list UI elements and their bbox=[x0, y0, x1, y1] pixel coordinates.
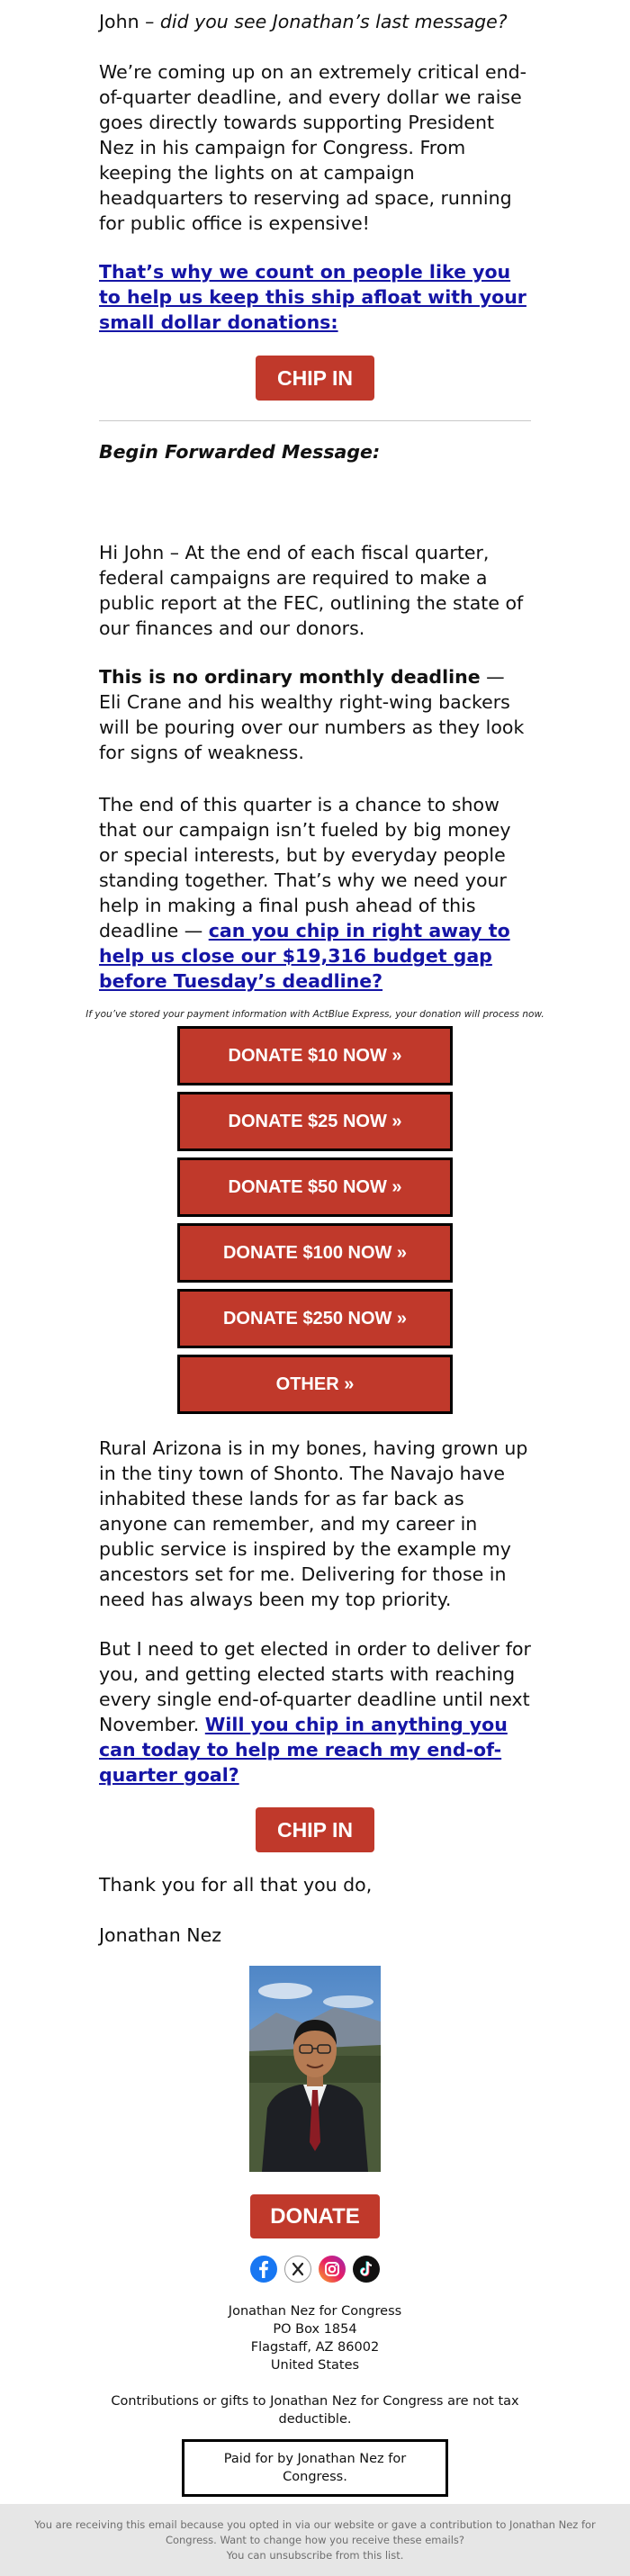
recipient-name: John bbox=[99, 11, 140, 32]
address-box: PO Box 1854 bbox=[273, 2322, 357, 2337]
paragraph-1: We’re coming up on an extremely critical end-of-quarter deadline, and every dollar we raise goes directly towards supporting President Nez in his campaign for Congress. From keeping the lights on at campaign headquarters to reserving ad space, running for public office is expensive! bbox=[99, 61, 527, 234]
address-city: Flagstaff, AZ 86002 bbox=[250, 2340, 380, 2355]
donate-other-button[interactable]: OTHER » bbox=[177, 1355, 453, 1414]
candidate-portrait bbox=[249, 1966, 381, 2172]
address-org: Jonathan Nez for Congress bbox=[228, 2304, 402, 2319]
address-country: United States bbox=[270, 2358, 360, 2373]
chip-in-button-top[interactable]: CHIP IN bbox=[256, 356, 374, 401]
tax-disclaimer: Contributions or gifts to Jonathan Nez for Congress are not tax deductible. bbox=[111, 2394, 519, 2427]
budget-gap-link[interactable]: can you chip in right away to help us close our $19,316 budget gap before Tuesday’s deadline? bbox=[99, 920, 510, 992]
actblue-note: If you’ve stored your payment information with ActBlue Express, your donation will process now. bbox=[86, 1009, 544, 1020]
paid-for-text: Paid for by Jonathan Nez for Congress. bbox=[223, 2452, 407, 2484]
footer-bar bbox=[0, 2504, 630, 2576]
signature: Jonathan Nez bbox=[99, 1924, 221, 1946]
thanks-line: Thank you for all that you do, bbox=[99, 1874, 373, 1896]
paid-for-box bbox=[182, 2439, 448, 2497]
donate-100-button[interactable]: DONATE $100 NOW » bbox=[177, 1223, 453, 1283]
donate-button-footer[interactable]: DONATE bbox=[250, 2194, 380, 2238]
divider bbox=[99, 420, 531, 421]
forwarded-header: Begin Forwarded Message: bbox=[99, 441, 381, 463]
instagram-icon[interactable] bbox=[319, 2256, 346, 2283]
footer-optin-text: You are receiving this email because you opted in via our website or gave a contribution to Jonathan Nez for Congress. Want to change how you receive these emails? bbox=[34, 2518, 596, 2546]
donate-10-button[interactable]: DONATE $10 NOW » bbox=[177, 1026, 453, 1085]
paragraph-6: But I need to get elected in order to deliver for you, and getting elected starts with reaching every single end-of-quarter deadline until next November. Will you chip in anything you can today to help me reach my end-of-quarter goal? bbox=[99, 1638, 531, 1786]
end-of-quarter-link[interactable]: Will you chip in anything you can today to help me reach my end-of-quarter goal? bbox=[99, 1714, 508, 1786]
paragraph-3: This is no ordinary monthly deadline — Eli Crane and his wealthy right-wing backers will be pouring over our numbers as they look for signs of weakness. bbox=[99, 666, 525, 763]
tiktok-icon[interactable] bbox=[353, 2256, 380, 2283]
unsubscribe-link[interactable]: You can unsubscribe from this list. bbox=[226, 2549, 404, 2562]
x-icon[interactable] bbox=[284, 2256, 311, 2283]
chip-in-button-bottom[interactable]: CHIP IN bbox=[256, 1807, 374, 1852]
donation-link-1[interactable]: That’s why we count on people like you to help us keep this ship afloat with your small dollar donations: bbox=[99, 261, 526, 333]
deadline-emphasis: This is no ordinary monthly deadline bbox=[99, 666, 481, 688]
facebook-icon[interactable] bbox=[250, 2256, 277, 2283]
donate-50-button[interactable]: DONATE $50 NOW » bbox=[177, 1157, 453, 1217]
paragraph-5: Rural Arizona is in my bones, having grown up in the tiny town of Shonto. The Navajo have inhabited these lands for as far back as anyone can remember, and my career in public service is inspired by the example my ancestors set for me. Delivering for those in need has always been my top priority. bbox=[99, 1437, 528, 1610]
donate-250-button[interactable]: DONATE $250 NOW » bbox=[177, 1289, 453, 1348]
intro-line: John – did you see Jonathan’s last message? bbox=[99, 11, 508, 32]
intro-question: did you see Jonathan’s last message? bbox=[159, 11, 508, 32]
paragraph-2: Hi John – At the end of each fiscal quarter, federal campaigns are required to make a public report at the FEC, outlining the state of our finances and our donors. bbox=[99, 542, 524, 639]
donate-25-button[interactable]: DONATE $25 NOW » bbox=[177, 1092, 453, 1151]
paragraph-4: The end of this quarter is a chance to show that our campaign isn’t fueled by big money or special interests, but by everyday people standing together. That’s why we need your help in making a final push ahead of this deadline — can you chip in right away to help us close our $19,316 budget gap before Tuesday’s deadline? bbox=[99, 794, 511, 992]
